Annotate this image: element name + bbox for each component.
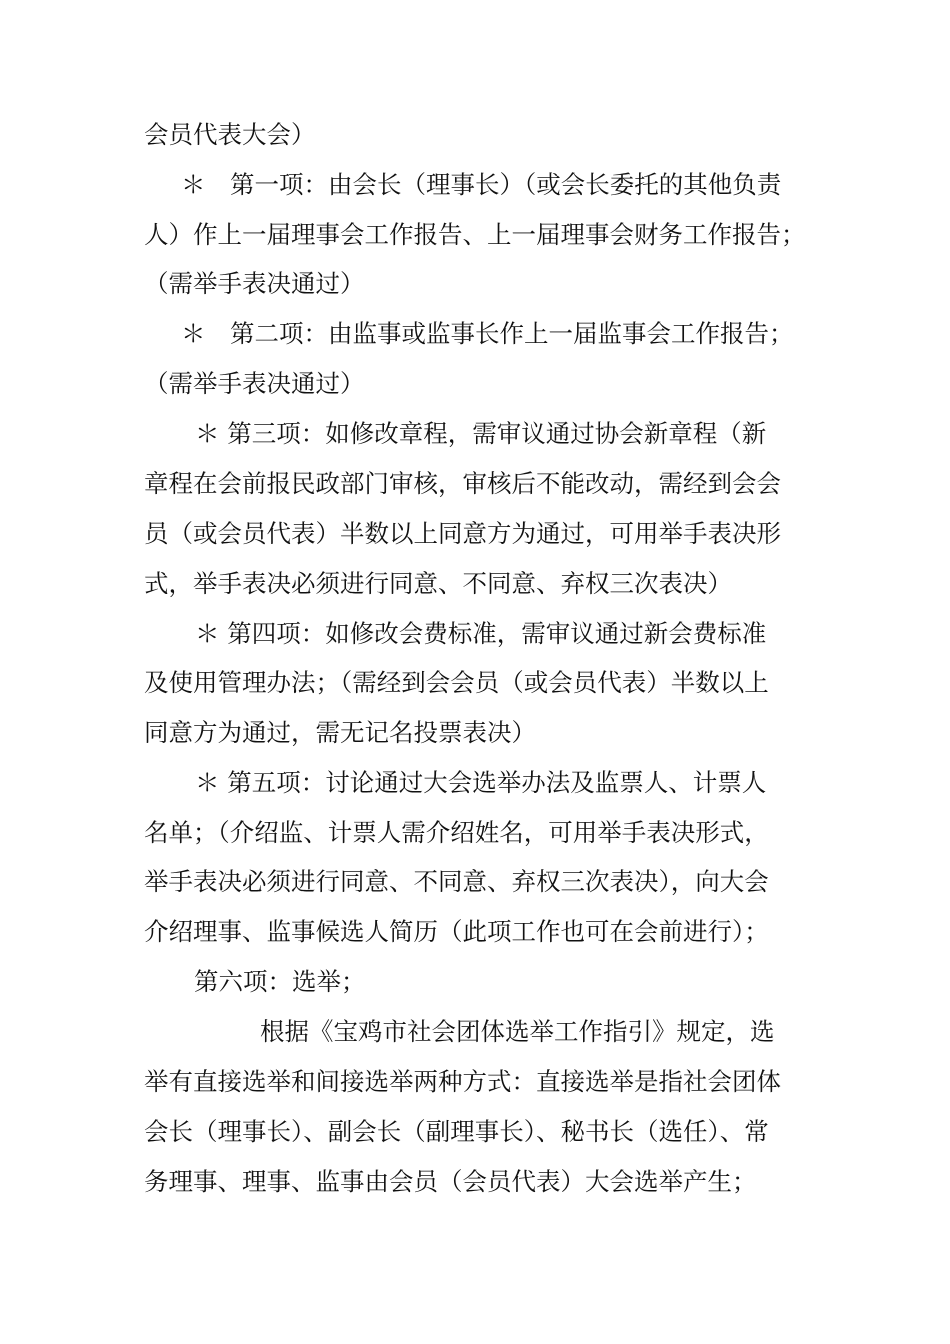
line-text: 会员代表大会） bbox=[144, 120, 316, 149]
line-text: 及使用管理办法；（需经到会会员（或会员代表）半数以上 bbox=[144, 668, 769, 697]
text-line bbox=[0, 416, 950, 452]
line-text: 人）作上一届理事会工作报告、上一届理事会财务工作报告； bbox=[144, 220, 806, 249]
text-line bbox=[0, 964, 950, 1000]
text-line bbox=[0, 1114, 950, 1150]
line-text: 会长（理事长）、副会长（副理事长）、秘书长（选任）、常 bbox=[144, 1117, 769, 1146]
text-line bbox=[0, 815, 950, 851]
text-line bbox=[0, 217, 950, 253]
line-text: （需举手表决通过） bbox=[144, 369, 365, 398]
text-line bbox=[0, 266, 950, 302]
text-line bbox=[0, 117, 950, 153]
line-text: 介绍理事、监事候选人简历（此项工作也可在会前进行）； bbox=[144, 917, 769, 946]
line-text: ＊ 第五项：讨论通过大会选举办法及监票人、计票人 bbox=[195, 768, 767, 797]
line-text: 举有直接选举和间接选举两种方式：直接选举是指社会团体 bbox=[144, 1067, 781, 1096]
line-text: 员（或会员代表）半数以上同意方为通过，可用举手表决形 bbox=[144, 519, 781, 548]
line-text: 同意方为通过，需无记名投票表决） bbox=[144, 718, 536, 747]
text-line bbox=[0, 167, 950, 203]
line-text: 举手表决必须进行同意、不同意、弃权三次表决），向大会 bbox=[144, 867, 769, 896]
line-text: 务理事、理事、监事由会员（会员代表）大会选举产生； bbox=[144, 1167, 757, 1196]
line-text: 根据《宝鸡市社会团体选举工作指引》规定，选 bbox=[260, 1017, 775, 1046]
line-text: 名单；（介绍监、计票人需介绍姓名，可用举手表决形式， bbox=[144, 818, 769, 847]
text-line bbox=[0, 516, 950, 552]
text-line bbox=[0, 914, 950, 950]
text-line bbox=[0, 566, 950, 602]
text-line bbox=[0, 1014, 950, 1050]
text-line bbox=[0, 616, 950, 652]
line-text: 第六项：选举； bbox=[194, 967, 366, 996]
line-text: 章程在会前报民政部门审核，审核后不能改动，需经到会会 bbox=[144, 469, 781, 498]
text-line bbox=[0, 665, 950, 701]
text-line bbox=[0, 466, 950, 502]
text-line bbox=[0, 765, 950, 801]
line-text: ＊ 第一项：由会长（理事长）（或会长委托的其他负责 bbox=[181, 170, 782, 199]
text-line bbox=[0, 864, 950, 900]
line-text: 式，举手表决必须进行同意、不同意、弃权三次表决） bbox=[144, 569, 732, 598]
text-line bbox=[0, 316, 950, 352]
line-text: ＊ 第二项：由监事或监事长作上一届监事会工作报告； bbox=[181, 319, 794, 348]
line-text: （需举手表决通过） bbox=[144, 269, 365, 298]
line-text: ＊ 第三项：如修改章程，需审议通过协会新章程（新 bbox=[195, 419, 767, 448]
text-line bbox=[0, 1064, 950, 1100]
text-line bbox=[0, 366, 950, 402]
line-text: ＊ 第四项：如修改会费标准，需审议通过新会费标准 bbox=[195, 619, 767, 648]
text-line bbox=[0, 1164, 950, 1200]
text-line bbox=[0, 715, 950, 751]
